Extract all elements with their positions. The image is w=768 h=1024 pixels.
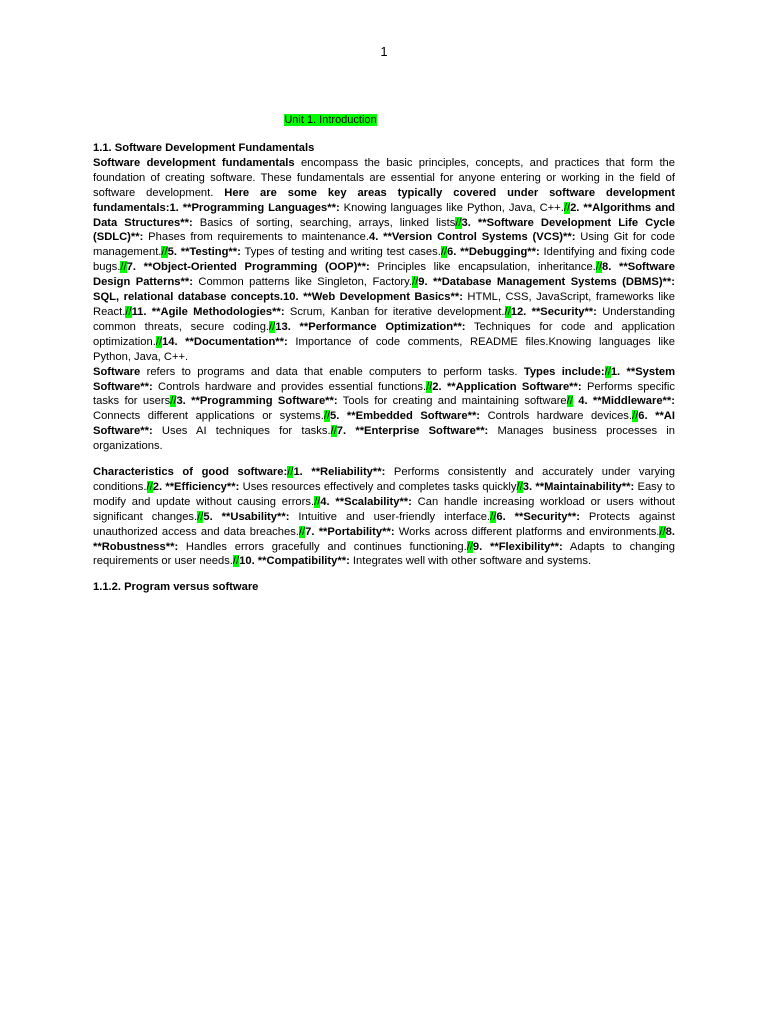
bold-text: 5. **Usability**:	[203, 510, 290, 523]
highlight-separator: //	[161, 246, 168, 259]
paragraph-software-types	[93, 365, 675, 454]
bold-text: 7. **Object-Oriented Programming (OOP)**:	[126, 261, 370, 274]
body-text: Knowing languages like Python, Java, C++.	[339, 201, 564, 214]
bold-text: 5. **Embedded Software**:	[330, 410, 481, 423]
highlight-separator: //	[412, 276, 419, 289]
unit-title	[0, 114, 661, 126]
bold-text: 4. **Scalability**:	[320, 495, 412, 508]
highlight-separator: //	[563, 201, 571, 214]
highlight-separator: //	[330, 425, 337, 438]
body-text: Performs consistently and accurately under varying conditions.	[93, 466, 675, 493]
highlight-separator: //	[604, 365, 611, 378]
body-text: Basics of sorting, searching, arrays, linked lists	[192, 216, 456, 229]
body-text: Techniques for code and application optimization.	[93, 320, 675, 348]
bold-text: Characteristics of good software:	[93, 466, 288, 479]
body-text: Performs specific tasks for users	[93, 380, 675, 408]
bold-text: 9. **Database Management Systems (DBMS)**: SQL, relational database concepts.10. **Web Development Basics**:	[93, 276, 675, 304]
highlight-separator: //	[269, 320, 276, 333]
highlight-separator: //	[170, 395, 177, 408]
highlight-separator: //	[287, 466, 294, 479]
highlight-separator: //	[632, 410, 639, 423]
body-text: Adapts to changing requirements or user needs.	[93, 540, 675, 568]
body-text: Intuitive and user-friendly interface.	[289, 510, 491, 523]
highlight-separator: //	[504, 305, 511, 318]
bold-text: 9. **Flexibility**:	[472, 540, 563, 553]
highlight-separator: //	[490, 510, 497, 523]
bold-text: 1. **System Software**:	[93, 365, 676, 393]
highlight-separator: //	[455, 216, 462, 229]
bold-text: Types include:	[523, 365, 605, 378]
body-text: Understanding common threats, secure coding.	[93, 305, 675, 333]
bold-text: 3. **Programming Software**:	[176, 395, 338, 408]
body-text: HTML, CSS, JavaScript, frameworks like React.	[93, 291, 675, 318]
highlight-separator: //	[426, 380, 433, 393]
bold-text: Here are some key areas typically covered under software development fundamentals:1. **Programming Languages**:	[93, 186, 675, 214]
body-text: Types of testing and writing test cases.	[240, 246, 441, 259]
bold-text: 10. **Compatibility**:	[239, 555, 350, 568]
body-text: Scrum, Kanban for iterative development.	[284, 305, 505, 318]
bold-text: 6. **Security**:	[496, 510, 580, 523]
body-text: Importance of code comments, README files.Knowing languages like Python, Java, C++.	[93, 335, 675, 363]
bold-text: 5. **Testing**:	[167, 246, 241, 259]
body-text: Uses AI techniques for tasks.	[152, 425, 331, 438]
bold-text: 2. **Efficiency**:	[152, 480, 240, 493]
bold-text: Software development fundamentals	[93, 156, 295, 169]
highlight-separator: //	[125, 305, 132, 318]
bold-text: 12. **Security**:	[510, 305, 597, 318]
bold-text: 7. **Portability**:	[305, 525, 395, 538]
bold-text: Software	[93, 365, 141, 378]
highlight-separator: //	[314, 495, 321, 508]
highlight-separator: //	[232, 555, 240, 568]
highlight-separator: //	[120, 261, 127, 274]
bold-text: 4. **Version Control Systems (VCS)**:	[368, 231, 576, 244]
bold-text: 4. **Middleware**:	[572, 395, 675, 408]
page-number: 1	[380, 44, 388, 59]
body-text: Identifying and fixing code bugs.	[93, 246, 675, 274]
bold-text: 6. **AI Software**:	[93, 410, 675, 438]
body-text: Protects against unauthorized access and data breaches.	[93, 510, 675, 538]
body-text: encompass the basic principles, concepts, and practices that form the foundation of creating software. These fundamentals are essential for anyone entering or working in the field of software development.	[93, 156, 675, 199]
body-text: Phases from requirements to maintenance.	[143, 231, 369, 244]
bold-text: 11. **Agile Methodologies**:	[131, 305, 285, 318]
body-text: Integrates well with other software and systems.	[349, 555, 592, 568]
body-text: Controls hardware and provides essential functions.	[152, 380, 427, 393]
highlight-separator: //	[516, 480, 523, 493]
body-text: Principles like encapsulation, inheritance.	[369, 261, 596, 274]
unit-title-highlight: Unit 1. Introduction	[284, 114, 377, 126]
document-body	[93, 141, 675, 595]
highlight-separator: //	[197, 510, 204, 523]
bold-text: 13. **Performance Optimization**:	[275, 320, 466, 333]
body-text: Common patterns like Singleton, Factory.	[192, 276, 413, 289]
highlight-separator: //	[155, 335, 163, 348]
highlight-separator: //	[440, 246, 448, 259]
paragraph-gap	[93, 454, 675, 465]
body-text: Easy to modify and update without causing errors.	[93, 480, 675, 508]
bold-text: 2. **Application Software**:	[432, 380, 582, 393]
body-text: Manages business processes in organizations.	[93, 425, 675, 453]
body-text: Works across different platforms and environments.	[394, 525, 660, 538]
body-text: Tools for creating and maintaining software	[337, 395, 567, 408]
paragraph-gap	[93, 569, 675, 580]
highlight-separator: //	[146, 480, 153, 493]
highlight-separator: //	[595, 261, 602, 274]
paragraph-fundamentals	[93, 156, 675, 365]
bold-text: 7. **Enterprise Software**:	[336, 425, 489, 438]
body-text: Handles errors gracefully and continues functioning.	[178, 540, 467, 553]
body-text: refers to programs and data that enable computers to perform tasks.	[140, 365, 524, 378]
paragraph-characteristics	[93, 465, 675, 569]
body-text: Controls hardware devices.	[480, 410, 632, 423]
bold-text: 14. **Documentation**:	[162, 335, 288, 348]
bold-text: 3. **Maintainability**:	[522, 480, 635, 493]
bold-text: 8. **Software Design Patterns**:	[93, 261, 675, 289]
section-heading: 1.1. Software Development Fundamentals	[93, 142, 315, 154]
body-text: Uses resources effectively and completes tasks quickly	[239, 480, 517, 493]
bold-text: 8. **Robustness**:	[93, 525, 675, 553]
highlight-separator: //	[298, 525, 306, 538]
bold-text: 3. **Software Development Life Cycle (SDLC)**:	[93, 216, 676, 244]
subsection-heading: 1.1.2. Program versus software	[93, 581, 259, 594]
highlight-separator: //	[566, 395, 573, 408]
bold-text: 6. **Debugging**:	[447, 246, 540, 259]
body-text: Using Git for code management.	[93, 231, 675, 259]
body-text: Connects different applications or systems.	[93, 410, 324, 423]
bold-text: 1. **Reliability**:	[293, 466, 386, 479]
bold-text: 2. **Algorithms and Data Structures**:	[93, 201, 675, 229]
highlight-separator: //	[659, 525, 666, 538]
highlight-separator: //	[466, 540, 473, 553]
body-text: Can handle increasing workload or users without significant changes.	[93, 495, 675, 523]
highlight-separator: //	[323, 410, 331, 423]
